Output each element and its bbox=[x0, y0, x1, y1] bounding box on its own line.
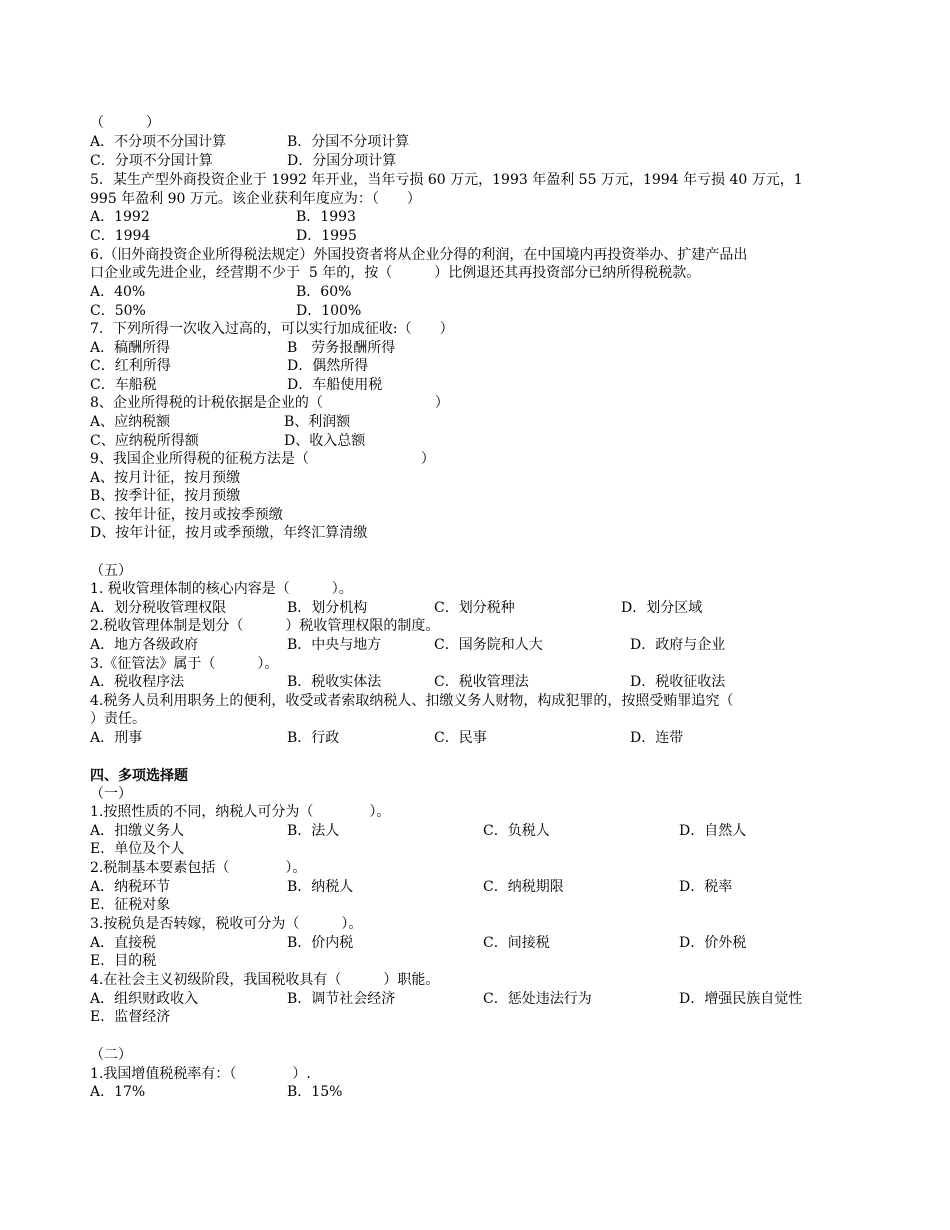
option-d: D．税率 bbox=[679, 879, 733, 895]
option-c: C．1994 bbox=[90, 228, 151, 244]
option-d: D．划分区域 bbox=[621, 600, 703, 616]
option-a: A、按月计征，按月预缴 bbox=[90, 470, 241, 486]
option-a: A．扣缴义务人 bbox=[90, 823, 185, 839]
option-c: C．税收管理法 bbox=[434, 674, 529, 690]
option-c: C．民事 bbox=[434, 730, 487, 746]
option-d: D．1995 bbox=[296, 228, 357, 244]
question-stem: 5．某生产型外商投资企业于 1992 年开业，当年亏损 60 万元，1993 年盈利 55 万元，1994 年亏损 40 万元，1 bbox=[90, 172, 803, 188]
option-c: C．间接税 bbox=[483, 935, 550, 951]
option-d: D．价外税 bbox=[679, 935, 747, 951]
option-d: D．政府与企业 bbox=[630, 637, 726, 653]
question-stem: 3.按税负是否转嫁，税收可分为（ ）。 bbox=[90, 916, 363, 932]
option-a: A．地方各级政府 bbox=[90, 637, 199, 653]
question-stem: 2.税制基本要素包括（ ）。 bbox=[90, 860, 307, 876]
option-d: D．连带 bbox=[630, 730, 684, 746]
question-stem: 1.我国增值税税率有：（ ）. bbox=[90, 1066, 311, 1082]
option-c: C．负税人 bbox=[483, 823, 550, 839]
section-title: （一） bbox=[90, 786, 132, 802]
option-b: B．调节社会经济 bbox=[287, 991, 396, 1007]
option-d: D、按年计征，按月或季预缴，年终汇算清缴 bbox=[90, 525, 368, 541]
option-d: D．增强民族自觉性 bbox=[679, 991, 803, 1007]
option-b: B．分国不分项计算 bbox=[287, 134, 410, 150]
option-c: C．分项不分国计算 bbox=[90, 153, 213, 169]
part-heading: 四、多项选择题 bbox=[90, 768, 188, 784]
option-c: C．50% bbox=[90, 303, 146, 319]
option-d: D、收入总额 bbox=[284, 433, 366, 449]
option-a: A．刑事 bbox=[90, 730, 143, 746]
option-b: B．划分机构 bbox=[287, 600, 368, 616]
question-stem-cont: 995 年盈利 90 万元。该企业获利年度应为：（ ） bbox=[90, 191, 421, 207]
option-a: A．纳税环节 bbox=[90, 879, 171, 895]
option-a: A．不分项不分国计算 bbox=[90, 134, 227, 150]
option-e: E．单位及个人 bbox=[90, 841, 185, 857]
option-b: B．行政 bbox=[287, 730, 340, 746]
option-d: D．税收征收法 bbox=[630, 674, 726, 690]
option-c: C．纳税期限 bbox=[483, 879, 564, 895]
section-title: （五） bbox=[90, 563, 132, 579]
option-d: D．100% bbox=[296, 303, 362, 319]
question-stem: 6.（旧外商投资企业所得税法规定）外国投资者将从企业分得的利润，在中国境内再投资举办、扩建产品出 bbox=[90, 247, 748, 263]
option-c: C．国务院和人大 bbox=[434, 637, 543, 653]
option-b: B．15% bbox=[287, 1084, 343, 1100]
option-c: C、应纳税所得额 bbox=[90, 433, 199, 449]
question-stem: 2.税收管理体制是划分（ ）税收管理权限的制度。 bbox=[90, 618, 440, 634]
option-b: B．中央与地方 bbox=[287, 637, 382, 653]
option-b: B．税收实体法 bbox=[287, 674, 382, 690]
section-title: （二） bbox=[90, 1047, 132, 1063]
question-stem: 1.按照性质的不同，纳税人可分为（ ）。 bbox=[90, 804, 391, 820]
option-c: C．车船税 bbox=[90, 377, 157, 393]
option-c: C．划分税种 bbox=[434, 600, 515, 616]
question-stem-cont: 口企业或先进企业，经营期不少于 5 年的，按（ ）比例退还其再投资部分已纳所得税税款。 bbox=[90, 265, 701, 281]
option-a: A．税收程序法 bbox=[90, 674, 185, 690]
option-c: C．惩处违法行为 bbox=[483, 991, 592, 1007]
option-a: A．17% bbox=[90, 1084, 146, 1100]
option-b: B、利润额 bbox=[284, 414, 351, 430]
option-a: A．1992 bbox=[90, 209, 150, 225]
option-d: D．偶然所得 bbox=[287, 358, 369, 374]
question-stem: 8、企业所得税的计税依据是企业的（ ） bbox=[90, 395, 449, 411]
option-b: B、按季计征，按月预缴 bbox=[90, 488, 241, 504]
option-b: B．纳税人 bbox=[287, 879, 354, 895]
option-c: C、按年计征，按月或按季预缴 bbox=[90, 507, 283, 523]
option-d: D．自然人 bbox=[679, 823, 747, 839]
answer-blank: （ ） bbox=[90, 115, 160, 131]
option-b: B．60% bbox=[296, 284, 352, 300]
option-a: A．组织财政收入 bbox=[90, 991, 199, 1007]
option-b: B．法人 bbox=[287, 823, 340, 839]
option-b: B．价内税 bbox=[287, 935, 354, 951]
option-b: B．1993 bbox=[296, 209, 356, 225]
question-stem: 7．下列所得一次收入过高的，可以实行加成征收:（ ） bbox=[90, 321, 454, 337]
option-a: A．稿酬所得 bbox=[90, 340, 171, 356]
question-stem: 4.在社会主义初级阶段，我国税收具有（ ）职能。 bbox=[90, 972, 440, 988]
option-d: D．车船使用税 bbox=[287, 377, 383, 393]
option-a: A．划分税收管理权限 bbox=[90, 600, 227, 616]
option-e: E．监督经济 bbox=[90, 1009, 171, 1025]
option-e: E．目的税 bbox=[90, 953, 157, 969]
option-a: A．40% bbox=[90, 284, 146, 300]
question-stem: 1. 税收管理体制的核心内容是（ ）。 bbox=[90, 581, 353, 597]
option-b: B 劳务报酬所得 bbox=[287, 340, 396, 356]
option-e: E．征税对象 bbox=[90, 897, 171, 913]
question-stem: 9、我国企业所得税的征税方法是（ ） bbox=[90, 451, 435, 467]
option-c: C．红利所得 bbox=[90, 358, 171, 374]
option-a: A．直接税 bbox=[90, 935, 157, 951]
option-a: A、应纳税额 bbox=[90, 414, 171, 430]
option-d: D．分国分项计算 bbox=[287, 153, 397, 169]
question-stem: 4.税务人员利用职务上的便利，收受或者索取纳税人、扣缴义务人财物，构成犯罪的，按照受贿罪追究（ bbox=[90, 693, 734, 709]
question-stem-cont: ）责任。 bbox=[90, 711, 146, 727]
question-stem: 3.《征管法》属于（ ）。 bbox=[90, 656, 279, 672]
